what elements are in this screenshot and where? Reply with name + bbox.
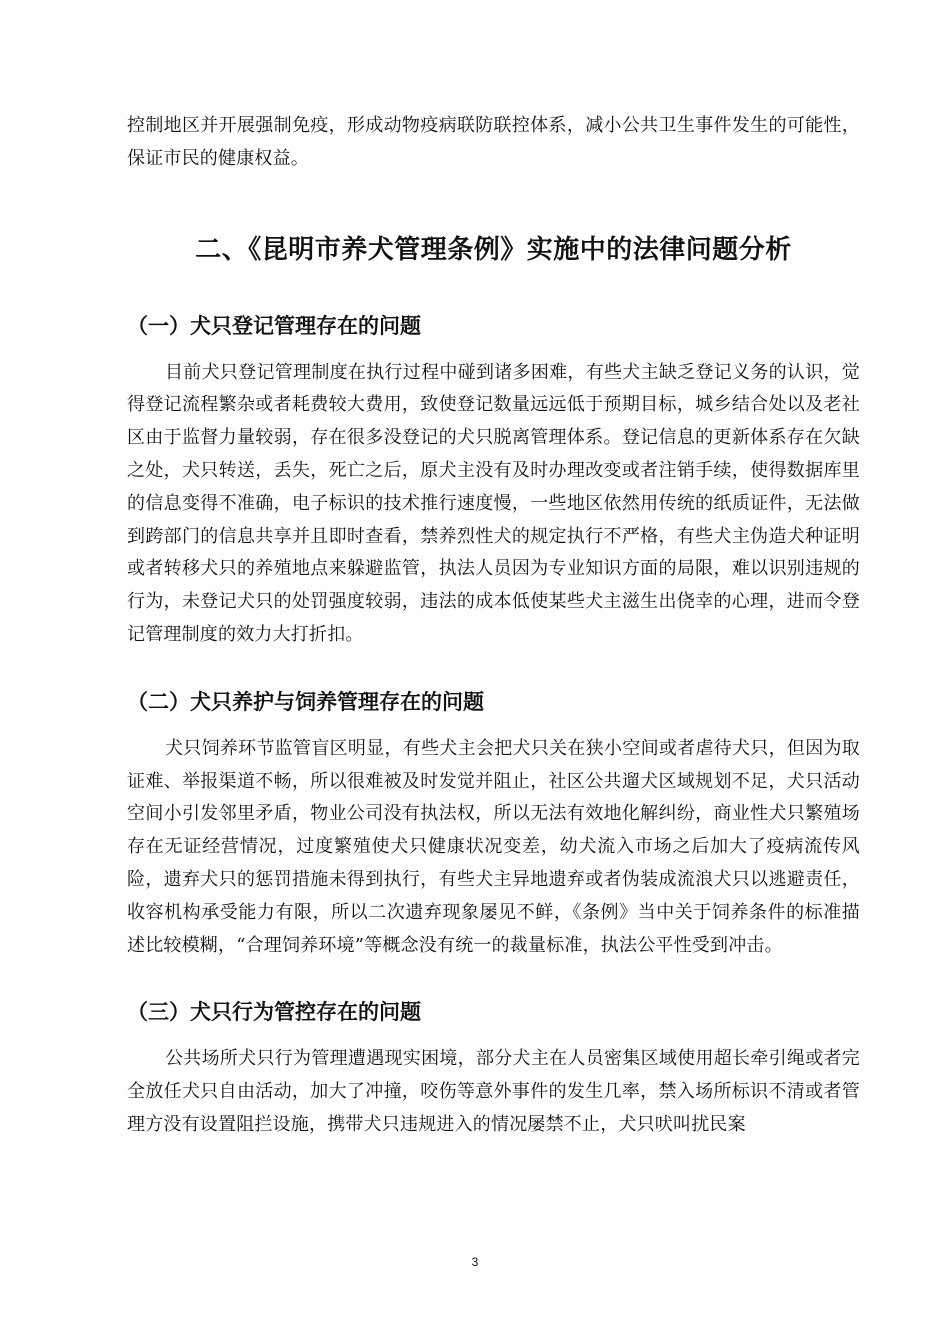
page-content xyxy=(127,110,860,1142)
subsection-heading-2: （二）犬只养护与饲养管理存在的问题 xyxy=(127,689,484,714)
subsection-heading-3: （三）犬只行为管控存在的问题 xyxy=(127,1000,421,1025)
intro-paragraph: 控制地区并开展强制免疫，形成动物疫病联防联控体系，减小公共卫生事件发生的可能性，保证市民的健康权益。 xyxy=(127,115,860,169)
subsection-heading-1: （一）犬只登记管理存在的问题 xyxy=(127,313,421,338)
subsection-paragraph-1: 目前犬只登记管理制度在执行过程中碰到诸多困难，有些犬主缺乏登记义务的认识，觉得登记流程繁杂或者耗费较大费用，致使登记数量远远低于预期目标，城乡结合处以及老社区由于监督力量较弱，存在很多没登记的犬只脱离管理体系。登记信息的更新体系存在欠缺之处，犬只转送，丢失，死亡之后，原犬主没有及时办理改变或者注销手续，使得数据库里的信息变得不准确，电子标识的技术推行速度慢，一些地区依然用传统的纸质证件，无法做到跨部门的信息共享并且即时查看，禁养烈性犬的规定执行不严格，有些犬主伪造犬种证明或者转移犬只的养殖地点来躲避监管，执法人员因为专业知识方面的局限，难以识别违规的行为，未登记犬只的处罚强度较弱，违法的成本低使某些犬主滋生出侥幸的心理，进而令登记管理制度的效力大打折扣。 xyxy=(127,361,860,645)
section-title: 二、《昆明市养犬管理条例》实施中的法律问题分析 xyxy=(195,234,792,265)
subsection-paragraph-3: 公共场所犬只行为管理遭遇现实困境，部分犬主在人员密集区域使用超长牵引绳或者完全放任犬只自由活动，加大了冲撞，咬伤等意外事件的发生几率，禁入场所标识不清或者管理方没有设置阻拦设施，携带犬只违规进入的情况屡禁不止，犬只吠叫扰民案 xyxy=(127,1048,860,1135)
page-number: 3 xyxy=(471,1255,479,1269)
subsection-paragraph-2: 犬只饲养环节监管盲区明显，有些犬主会把犬只关在狭小空间或者虐待犬只，但因为取证难、举报渠道不畅，所以很难被及时发觉并阻止，社区公共遛犬区域规划不足，犬只活动空间小引发邻里矛盾，物业公司没有执法权，所以无法有效地化解纠纷，商业性犬只繁殖场存在无证经营情况，过度繁殖使犬只健康状况变差，幼犬流入市场之后加大了疫病流传风险，遗弃犬只的惩罚措施未得到执行，有些犬主异地遗弃或者伪装成流浪犬只以逃避责任，收容机构承受能力有限，所以二次遗弃现象屡见不鲜，《条例》当中关于饲养条件的标准描述比较模糊，“合理饲养环境”等概念没有统一的裁量标准，执法公平性受到冲击。 xyxy=(127,737,860,956)
